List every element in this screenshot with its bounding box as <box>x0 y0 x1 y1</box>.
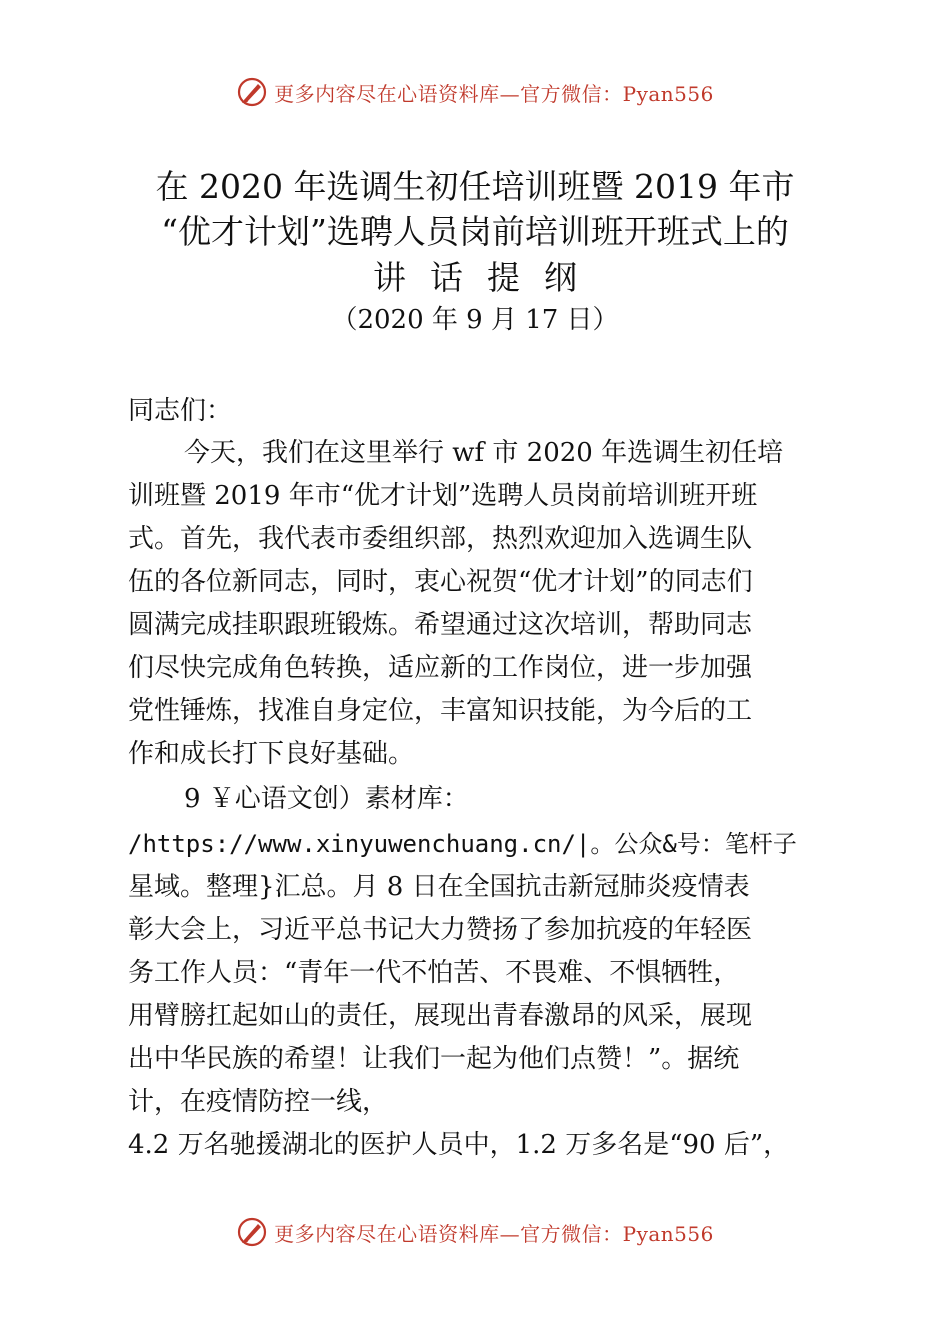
url-line: /https://www.xinyuwenchuang.cn/|。公众&号：笔杆子 <box>128 830 797 858</box>
paragraph-line: 务工作人员：“青年一代不怕苦、不畏难、不惧牺牲， <box>128 958 740 988</box>
paragraph-line: 出中华民族的希望！让我们一起为他们点赞！”。据统 <box>128 1044 740 1074</box>
paragraph-line: 彰大会上，习近平总书记大力赞扬了参加抗疫的年轻医 <box>128 915 753 945</box>
title-line-2: “优才计划”选聘人员岗前培训班开班式上的 <box>161 212 789 251</box>
speech-date: （2020 年 9 月 17 日） <box>331 305 619 335</box>
salutation: 同志们： <box>128 396 233 426</box>
paragraph-line: 训班暨 2019 年市“优才计划”选聘人员岗前培训班开班 <box>128 481 758 511</box>
paragraph-line: 9 ￥心语文创）素材库： <box>184 784 469 814</box>
paragraph-line: 计，在疫情防控一线， <box>128 1087 389 1117</box>
paragraph-line: 伍的各位新同志，同时，衷心祝贺“优才计划”的同志们 <box>128 567 753 597</box>
paragraph-line: 4.2 万名驰援湖北的医护人员中，1.2 万多名是“90 后”， <box>128 1130 790 1160</box>
title-line-1: 在 2020 年选调生初任培训班暨 2019 年市 <box>155 167 795 206</box>
watermark-banner-top <box>0 72 950 112</box>
paragraph-line: 圆满完成挂职跟班锻炼。希望通过这次培训，帮助同志 <box>128 610 753 640</box>
watermark-text: 更多内容尽在心语资料库—官方微信：Pyan556 <box>274 81 714 106</box>
paragraph-line: 星域。整理}汇总。月 8 日在全国抗击新冠肺炎疫情表 <box>128 872 750 902</box>
quill-pen-logo-icon <box>236 1216 268 1248</box>
paragraph-line: 今天，我们在这里举行 wf 市 2020 年选调生初任培 <box>184 438 784 468</box>
paragraph-line: 们尽快完成角色转换，适应新的工作岗位，进一步加强 <box>128 653 753 683</box>
title-line-3: 讲话提纲 <box>373 258 601 297</box>
paragraph-line: 式。首先，我代表市委组织部，热烈欢迎加入选调生队 <box>128 524 753 554</box>
quill-pen-logo-icon <box>236 76 268 108</box>
watermark-banner-bottom <box>0 1212 950 1252</box>
paragraph-line: 用臂膀扛起如山的责任，展现出青春激昂的风采，展现 <box>128 1001 753 1031</box>
paragraph-line: 党性锤炼，找准自身定位，丰富知识技能，为今后的工 <box>128 696 753 726</box>
watermark-text: 更多内容尽在心语资料库—官方微信：Pyan556 <box>274 1221 714 1246</box>
paragraph-line: 作和成长打下良好基础。 <box>128 739 415 769</box>
